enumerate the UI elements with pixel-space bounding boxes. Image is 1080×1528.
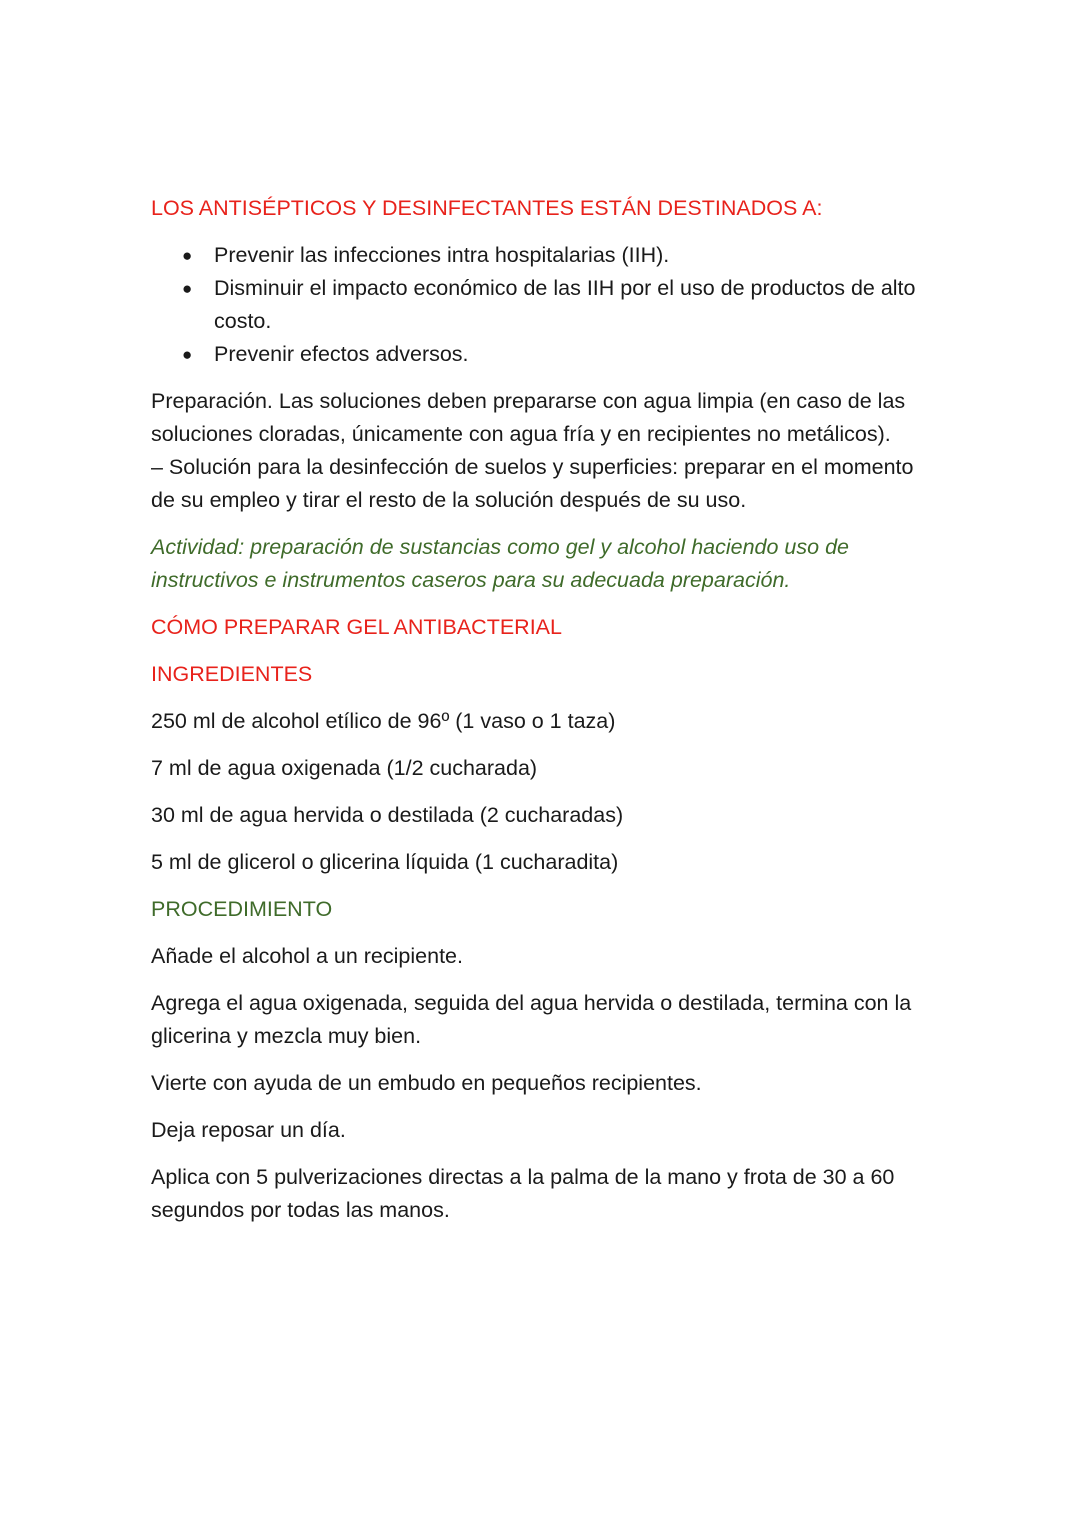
ingrediente-item: 7 ml de agua oxigenada (1/2 cucharada) <box>151 756 538 780</box>
preparacion-line-1: Preparación. Las soluciones deben prepararse con agua limpia (en caso de las soluciones cloradas, únicamente con agua fría y en recipientes no metálicos). <box>151 389 906 446</box>
heading-ingredientes: INGREDIENTES <box>151 662 313 686</box>
paso-item: Vierte con ayuda de un embudo en pequeños recipientes. <box>151 1071 702 1095</box>
actividad-paragraph: Actividad: preparación de sustancias como gel y alcohol haciendo uso de instructivos e instrumentos caseros para su adecuada preparación. <box>151 535 849 592</box>
bullet-icon: ● <box>182 246 193 265</box>
preparacion-line-2: – Solución para la desinfección de suelos y superficies: preparar en el momento de su empleo y tirar el resto de la solución después de su uso. <box>151 455 914 512</box>
bullet-icon: ● <box>182 345 193 364</box>
bullet-text: Disminuir el impacto económico de las IIH por el uso de productos de alto costo. <box>214 276 916 333</box>
paso-item: Agrega el agua oxigenada, seguida del agua hervida o destilada, termina con la glicerina y mezcla muy bien. <box>151 991 912 1048</box>
list-item <box>151 272 941 338</box>
list-item <box>151 239 941 272</box>
document-page <box>151 192 941 1241</box>
paso-item: Aplica con 5 pulverizaciones directas a la palma de la mano y frota de 30 a 60 segundos por todas las manos. <box>151 1165 895 1222</box>
ingrediente-item: 30 ml de agua hervida o destilada (2 cucharadas) <box>151 803 624 827</box>
ingrediente-item: 250 ml de alcohol etílico de 96º (1 vaso o 1 taza) <box>151 709 616 733</box>
bullet-list <box>151 239 941 371</box>
bullet-text: Prevenir las infecciones intra hospitalarias (IIH). <box>214 243 670 267</box>
ingrediente-item: 5 ml de glicerol o glicerina líquida (1 cucharadita) <box>151 850 619 874</box>
heading-gel-antibacterial: CÓMO PREPARAR GEL ANTIBACTERIAL <box>151 615 562 639</box>
preparacion-paragraph <box>151 385 941 517</box>
list-item <box>151 338 941 371</box>
paso-item: Añade el alcohol a un recipiente. <box>151 944 463 968</box>
heading-procedimiento: PROCEDIMIENTO <box>151 897 333 921</box>
bullet-icon: ● <box>182 279 193 298</box>
heading-antisepticos: LOS ANTISÉPTICOS Y DESINFECTANTES ESTÁN DESTINADOS A: <box>151 196 823 220</box>
bullet-text: Prevenir efectos adversos. <box>214 342 469 366</box>
paso-item: Deja reposar un día. <box>151 1118 346 1142</box>
